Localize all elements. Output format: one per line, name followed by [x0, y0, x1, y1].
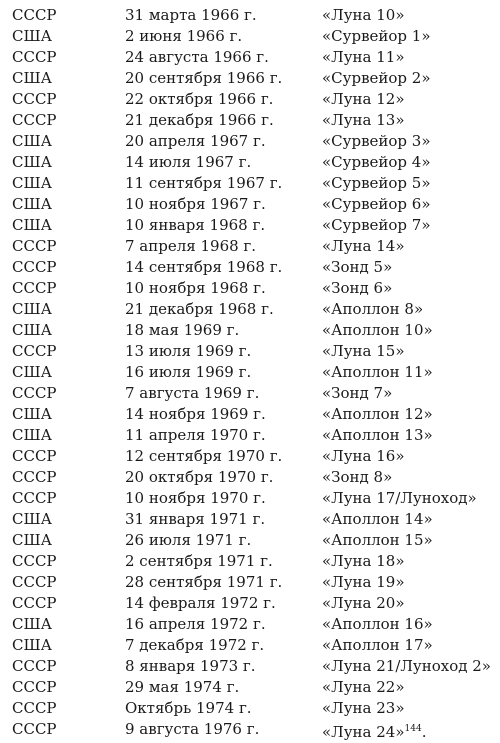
- table-row: [0, 193, 500, 215]
- table-row: [0, 235, 500, 257]
- date-cell: 14 ноября 1969 г.: [125, 405, 266, 423]
- table-row: [0, 613, 500, 635]
- table-row: [0, 655, 500, 677]
- table-row: [0, 466, 500, 488]
- country-cell: СССР: [12, 468, 57, 486]
- country-cell: США: [12, 615, 52, 633]
- date-cell: 10 января 1968 г.: [125, 216, 266, 234]
- table-row: [0, 634, 500, 656]
- country-cell: США: [12, 321, 52, 339]
- date-cell: 31 марта 1966 г.: [125, 6, 257, 24]
- table-row: [0, 340, 500, 362]
- country-cell: СССР: [12, 573, 57, 591]
- date-cell: 14 февраля 1972 г.: [125, 594, 276, 612]
- trailing-period: .: [421, 723, 427, 741]
- country-cell: СССР: [12, 678, 57, 696]
- country-cell: США: [12, 27, 52, 45]
- mission-cell: «Луна 12»: [322, 90, 405, 108]
- country-cell: СССР: [12, 594, 57, 612]
- mission-cell: «Аполлон 15»: [322, 531, 433, 549]
- country-cell: СССР: [12, 279, 57, 297]
- mission-cell: «Аполлон 17»: [322, 636, 433, 654]
- country-cell: СССР: [12, 720, 57, 738]
- mission-cell: «Зонд 8»: [322, 468, 393, 486]
- country-cell: СССР: [12, 48, 57, 66]
- table-row: [0, 46, 500, 68]
- country-cell: США: [12, 405, 52, 423]
- date-cell: 11 сентября 1967 г.: [125, 174, 283, 192]
- date-cell: 20 апреля 1967 г.: [125, 132, 266, 150]
- table-row: [0, 130, 500, 152]
- table-row: [0, 382, 500, 404]
- country-cell: СССР: [12, 6, 57, 24]
- mission-cell: «Аполлон 13»: [322, 426, 433, 444]
- table-row: [0, 25, 500, 47]
- table-row: [0, 277, 500, 299]
- table-row: [0, 172, 500, 194]
- country-cell: США: [12, 300, 52, 318]
- mission-cell: «Аполлон 14»: [322, 510, 433, 528]
- country-cell: СССР: [12, 237, 57, 255]
- date-cell: 8 января 1973 г.: [125, 657, 256, 675]
- country-cell: СССР: [12, 447, 57, 465]
- mission-cell: «Аполлон 11»: [322, 363, 433, 381]
- mission-cell: [322, 718, 426, 743]
- mission-cell: «Луна 20»: [322, 594, 405, 612]
- table-row: [0, 256, 500, 278]
- mission-cell: «Аполлон 16»: [322, 615, 433, 633]
- country-cell: США: [12, 195, 52, 213]
- mission-cell: «Луна 16»: [322, 447, 405, 465]
- date-cell: 11 апреля 1970 г.: [125, 426, 266, 444]
- mission-cell: «Луна 14»: [322, 237, 405, 255]
- country-cell: СССР: [12, 258, 57, 276]
- country-cell: США: [12, 636, 52, 654]
- country-cell: США: [12, 132, 52, 150]
- date-cell: 20 октября 1970 г.: [125, 468, 274, 486]
- date-cell: 7 декабря 1972 г.: [125, 636, 265, 654]
- table-row: [0, 487, 500, 509]
- date-cell: 21 декабря 1966 г.: [125, 111, 274, 129]
- country-cell: США: [12, 153, 52, 171]
- mission-cell: «Луна 11»: [322, 48, 405, 66]
- table-row: [0, 88, 500, 110]
- country-cell: США: [12, 531, 52, 549]
- country-cell: СССР: [12, 489, 57, 507]
- mission-cell: «Сурвейор 2»: [322, 69, 431, 87]
- country-cell: США: [12, 216, 52, 234]
- mission-cell: «Луна 13»: [322, 111, 405, 129]
- date-cell: 2 июня 1966 г.: [125, 27, 243, 45]
- table-row: [0, 403, 500, 425]
- table-row: [0, 319, 500, 341]
- mission-cell: «Луна 17/Луноход»: [322, 489, 477, 507]
- mission-cell: «Луна 23»: [322, 699, 405, 717]
- mission-cell: «Луна 22»: [322, 678, 405, 696]
- date-cell: 7 августа 1969 г.: [125, 384, 260, 402]
- date-cell: 2 сентября 1971 г.: [125, 552, 273, 570]
- date-cell: 20 сентября 1966 г.: [125, 69, 283, 87]
- date-cell: 12 сентября 1970 г.: [125, 447, 283, 465]
- table-row: [0, 445, 500, 467]
- mission-cell: «Сурвейор 7»: [322, 216, 431, 234]
- country-cell: СССР: [12, 342, 57, 360]
- table-row: [0, 718, 500, 740]
- mission-cell: «Сурвейор 5»: [322, 174, 431, 192]
- country-cell: СССР: [12, 699, 57, 717]
- mission-cell: «Аполлон 12»: [322, 405, 433, 423]
- table-row: [0, 298, 500, 320]
- country-cell: СССР: [12, 90, 57, 108]
- mission-cell: «Луна 19»: [322, 573, 405, 591]
- date-cell: 29 мая 1974 г.: [125, 678, 240, 696]
- date-cell: 21 декабря 1968 г.: [125, 300, 274, 318]
- date-cell: Октябрь 1974 г.: [125, 699, 252, 717]
- mission-cell: «Луна 15»: [322, 342, 405, 360]
- table-row: [0, 676, 500, 698]
- table-row: [0, 571, 500, 593]
- mission-cell: «Зонд 7»: [322, 384, 393, 402]
- country-cell: СССР: [12, 657, 57, 675]
- mission-cell: «Сурвейор 6»: [322, 195, 431, 213]
- mission-cell: «Зонд 6»: [322, 279, 393, 297]
- mission-name: «Луна 24»: [322, 723, 405, 741]
- date-cell: 13 июля 1969 г.: [125, 342, 252, 360]
- date-cell: 28 сентября 1971 г.: [125, 573, 283, 591]
- table-row: [0, 697, 500, 719]
- footnote-mark: 144: [404, 724, 422, 734]
- table-row: [0, 109, 500, 131]
- date-cell: 10 ноября 1967 г.: [125, 195, 266, 213]
- date-cell: 18 мая 1969 г.: [125, 321, 240, 339]
- mission-cell: «Сурвейор 3»: [322, 132, 431, 150]
- table-row: [0, 424, 500, 446]
- table-row: [0, 592, 500, 614]
- country-cell: СССР: [12, 111, 57, 129]
- table-row: [0, 151, 500, 173]
- country-cell: СССР: [12, 384, 57, 402]
- country-cell: США: [12, 69, 52, 87]
- date-cell: 16 июля 1969 г.: [125, 363, 252, 381]
- table-row: [0, 4, 500, 26]
- country-cell: США: [12, 363, 52, 381]
- mission-cell: «Сурвейор 4»: [322, 153, 431, 171]
- date-cell: 10 ноября 1970 г.: [125, 489, 266, 507]
- table-row: [0, 214, 500, 236]
- table-row: [0, 550, 500, 572]
- mission-cell: «Зонд 5»: [322, 258, 393, 276]
- table-row: [0, 67, 500, 89]
- country-cell: СССР: [12, 552, 57, 570]
- country-cell: США: [12, 426, 52, 444]
- table-row: [0, 508, 500, 530]
- country-cell: США: [12, 510, 52, 528]
- mission-cell: «Луна 21/Луноход 2»: [322, 657, 491, 675]
- date-cell: 9 августа 1976 г.: [125, 720, 260, 738]
- date-cell: 24 августа 1966 г.: [125, 48, 269, 66]
- mission-cell: «Аполлон 10»: [322, 321, 433, 339]
- table-row: [0, 361, 500, 383]
- date-cell: 7 апреля 1968 г.: [125, 237, 257, 255]
- date-cell: 14 июля 1967 г.: [125, 153, 252, 171]
- country-cell: США: [12, 174, 52, 192]
- date-cell: 31 января 1971 г.: [125, 510, 266, 528]
- mission-cell: «Аполлон 8»: [322, 300, 424, 318]
- mission-cell: «Луна 10»: [322, 6, 405, 24]
- date-cell: 10 ноября 1968 г.: [125, 279, 266, 297]
- date-cell: 26 июля 1971 г.: [125, 531, 252, 549]
- mission-cell: «Луна 18»: [322, 552, 405, 570]
- table-row: [0, 529, 500, 551]
- date-cell: 14 сентября 1968 г.: [125, 258, 283, 276]
- mission-cell: «Сурвейор 1»: [322, 27, 431, 45]
- date-cell: 22 октября 1966 г.: [125, 90, 274, 108]
- date-cell: 16 апреля 1972 г.: [125, 615, 266, 633]
